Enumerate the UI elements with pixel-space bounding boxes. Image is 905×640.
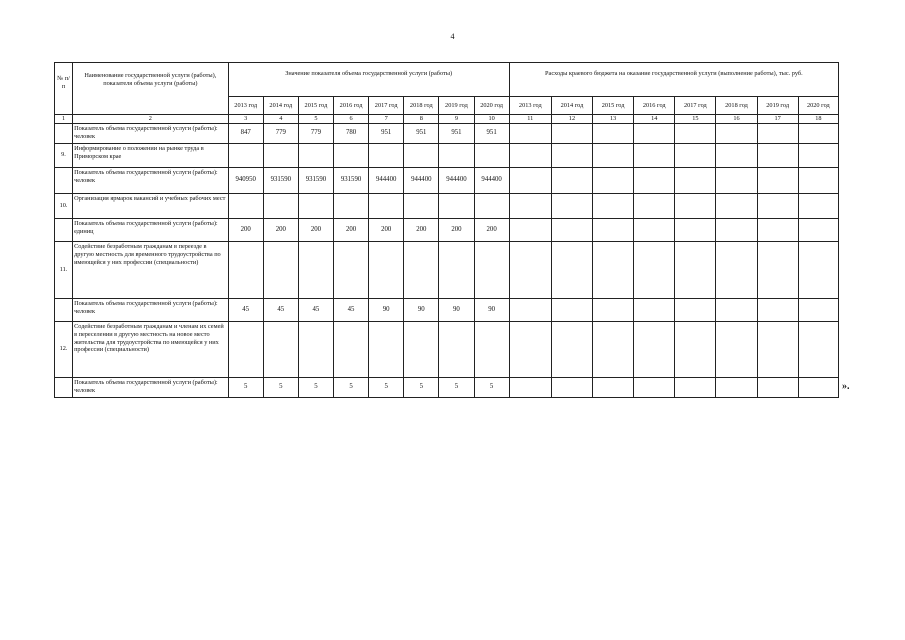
value-cell	[298, 143, 333, 167]
table-row	[55, 298, 839, 321]
value-cell: 200	[439, 218, 474, 241]
page-number: 4	[450, 32, 455, 41]
expense-cell	[509, 377, 551, 397]
value-cell: 931590	[298, 167, 333, 193]
expense-cell	[551, 167, 592, 193]
value-cell	[334, 143, 369, 167]
expense-cell	[757, 321, 798, 377]
value-cell: 90	[474, 298, 509, 321]
value-cell: 5	[334, 377, 369, 397]
expense-cell	[509, 143, 551, 167]
value-cell: 90	[439, 298, 474, 321]
row-number: 11.	[55, 241, 73, 298]
expense-cell	[757, 218, 798, 241]
row-name: Информирование о положении на рынке труда в Приморском крае	[73, 143, 229, 167]
expense-cell	[716, 193, 757, 218]
expense-cell	[551, 321, 592, 377]
column-numbers-row	[55, 115, 839, 124]
column-number: 1	[55, 115, 73, 124]
expense-cell	[593, 167, 634, 193]
column-number: 3	[228, 115, 263, 124]
expense-cell	[634, 377, 675, 397]
expense-cell	[675, 167, 716, 193]
value-cell	[228, 143, 263, 167]
value-cell: 200	[404, 218, 439, 241]
value-cell	[228, 321, 263, 377]
year-header: 2019 год	[757, 97, 798, 115]
expense-cell	[551, 143, 592, 167]
value-cell: 931590	[334, 167, 369, 193]
column-number: 6	[334, 115, 369, 124]
expense-cell	[798, 298, 838, 321]
year-header: 2016 год	[634, 97, 675, 115]
value-cell: 951	[474, 123, 509, 143]
row-name: Показатель объема государственной услуги (работы): человек	[73, 377, 229, 397]
value-cell: 944400	[404, 167, 439, 193]
year-header: 2020 год	[474, 97, 509, 115]
value-cell	[474, 143, 509, 167]
value-cell	[334, 321, 369, 377]
value-cell	[474, 193, 509, 218]
expense-cell	[798, 193, 838, 218]
column-number: 7	[369, 115, 404, 124]
expense-cell	[634, 193, 675, 218]
row-name: Организация ярмарок вакансий и учебных рабочих мест	[73, 193, 229, 218]
expense-cell	[798, 241, 838, 298]
value-cell	[298, 193, 333, 218]
table-row	[55, 123, 839, 143]
closing-quote-mark: ».	[842, 381, 850, 392]
value-cell: 779	[298, 123, 333, 143]
value-cell: 90	[369, 298, 404, 321]
expense-cell	[675, 321, 716, 377]
expense-cell	[716, 241, 757, 298]
value-cell: 951	[404, 123, 439, 143]
value-cell: 45	[263, 298, 298, 321]
col-header-name: Наименование государственной услуги (работы), показателя объема услуги (работы)	[73, 63, 229, 115]
value-cell: 90	[404, 298, 439, 321]
value-cell	[474, 241, 509, 298]
row-name: Показатель объема государственной услуги (работы): человек	[73, 167, 229, 193]
column-number: 2	[73, 115, 229, 124]
year-header: 2015 год	[593, 97, 634, 115]
row-name: Показатель объема государственной услуги (работы): человек	[73, 298, 229, 321]
expense-cell	[509, 241, 551, 298]
expense-cell	[798, 218, 838, 241]
expense-cell	[757, 298, 798, 321]
expense-cell	[509, 218, 551, 241]
expense-cell	[675, 241, 716, 298]
year-header: 2013 год	[509, 97, 551, 115]
table-row	[55, 167, 839, 193]
value-cell: 779	[263, 123, 298, 143]
value-cell: 940950	[228, 167, 263, 193]
expense-cell	[716, 167, 757, 193]
expense-cell	[634, 241, 675, 298]
row-name: Содействие безработным гражданам в переезде в другую местность для временного трудоустройства по имеющейся у них профессии (специальности)	[73, 241, 229, 298]
value-cell	[334, 241, 369, 298]
value-cell	[263, 143, 298, 167]
expense-cell	[509, 167, 551, 193]
column-number: 12	[551, 115, 592, 124]
table-row	[55, 241, 839, 298]
expense-cell	[716, 377, 757, 397]
expense-cell	[634, 218, 675, 241]
value-cell	[228, 241, 263, 298]
table-row	[55, 218, 839, 241]
column-number: 18	[798, 115, 838, 124]
value-cell: 200	[369, 218, 404, 241]
value-cell: 45	[298, 298, 333, 321]
expense-cell	[798, 377, 838, 397]
expense-cell	[798, 167, 838, 193]
column-number: 13	[593, 115, 634, 124]
expense-cell	[593, 123, 634, 143]
expense-cell	[675, 123, 716, 143]
column-number: 5	[298, 115, 333, 124]
value-cell: 847	[228, 123, 263, 143]
value-cell	[334, 193, 369, 218]
value-cell	[263, 193, 298, 218]
value-cell: 951	[369, 123, 404, 143]
table-row	[55, 143, 839, 167]
row-name: Показатель объема государственной услуги (работы): человек	[73, 123, 229, 143]
expense-cell	[757, 377, 798, 397]
column-number: 9	[439, 115, 474, 124]
value-cell	[228, 193, 263, 218]
expense-cell	[593, 143, 634, 167]
column-number: 11	[509, 115, 551, 124]
row-number: 12.	[55, 321, 73, 377]
expense-cell	[551, 298, 592, 321]
expense-cell	[509, 193, 551, 218]
year-header: 2014 год	[551, 97, 592, 115]
expense-cell	[593, 321, 634, 377]
expense-cell	[634, 123, 675, 143]
expense-cell	[551, 123, 592, 143]
table-row	[55, 321, 839, 377]
col-header-number: № п/п	[55, 63, 73, 115]
header-row-groups	[55, 63, 839, 97]
value-cell: 45	[334, 298, 369, 321]
expense-cell	[716, 218, 757, 241]
table-row	[55, 377, 839, 397]
year-header: 2018 год	[716, 97, 757, 115]
value-cell: 45	[228, 298, 263, 321]
expense-cell	[798, 123, 838, 143]
expense-cell	[551, 193, 592, 218]
value-cell: 780	[334, 123, 369, 143]
value-cell: 944400	[474, 167, 509, 193]
col-group-values: Значение показателя объема государственной услуги (работы)	[228, 63, 509, 97]
column-number: 10	[474, 115, 509, 124]
value-cell	[404, 143, 439, 167]
expense-cell	[634, 298, 675, 321]
value-cell	[369, 241, 404, 298]
column-number: 14	[634, 115, 675, 124]
year-header: 2020 год	[798, 97, 838, 115]
expense-cell	[551, 241, 592, 298]
value-cell	[369, 143, 404, 167]
year-header: 2014 год	[263, 97, 298, 115]
expense-cell	[634, 321, 675, 377]
expense-cell	[593, 218, 634, 241]
year-header: 2017 год	[675, 97, 716, 115]
expense-cell	[551, 377, 592, 397]
column-number: 4	[263, 115, 298, 124]
year-header: 2013 год	[228, 97, 263, 115]
value-cell: 931590	[263, 167, 298, 193]
expense-cell	[593, 193, 634, 218]
table-row	[55, 193, 839, 218]
expense-cell	[716, 321, 757, 377]
column-number: 8	[404, 115, 439, 124]
value-cell	[369, 321, 404, 377]
value-cell	[369, 193, 404, 218]
value-cell: 944400	[369, 167, 404, 193]
value-cell: 5	[228, 377, 263, 397]
expense-cell	[593, 241, 634, 298]
expense-cell	[509, 298, 551, 321]
value-cell	[298, 321, 333, 377]
expense-cell	[509, 123, 551, 143]
table-body	[55, 123, 839, 397]
value-cell: 200	[474, 218, 509, 241]
expense-cell	[757, 241, 798, 298]
row-number: 10.	[55, 193, 73, 218]
row-number	[55, 218, 73, 241]
col-group-expenses: Расходы краевого бюджета на оказание государственной услуги (выполнение работы), тыс. руб.	[509, 63, 838, 97]
row-name: Показатель объема государственной услуги (работы): единиц	[73, 218, 229, 241]
year-header: 2015 год	[298, 97, 333, 115]
year-header: 2018 год	[404, 97, 439, 115]
expense-cell	[716, 123, 757, 143]
expense-cell	[675, 377, 716, 397]
value-cell: 200	[298, 218, 333, 241]
value-cell	[474, 321, 509, 377]
row-number	[55, 377, 73, 397]
row-number	[55, 298, 73, 321]
year-header: 2016 год	[334, 97, 369, 115]
expense-cell	[634, 167, 675, 193]
column-number: 16	[716, 115, 757, 124]
value-cell	[298, 241, 333, 298]
value-cell: 200	[334, 218, 369, 241]
year-header: 2019 год	[439, 97, 474, 115]
value-cell	[439, 241, 474, 298]
value-cell: 5	[369, 377, 404, 397]
value-cell: 200	[263, 218, 298, 241]
expense-cell	[798, 143, 838, 167]
expense-cell	[757, 193, 798, 218]
column-number: 17	[757, 115, 798, 124]
expense-cell	[593, 377, 634, 397]
column-number: 15	[675, 115, 716, 124]
value-cell	[263, 321, 298, 377]
value-cell	[404, 241, 439, 298]
value-cell: 5	[439, 377, 474, 397]
value-cell	[404, 193, 439, 218]
value-cell	[263, 241, 298, 298]
expense-cell	[593, 298, 634, 321]
expense-cell	[716, 143, 757, 167]
value-cell	[439, 143, 474, 167]
expense-cell	[675, 193, 716, 218]
expense-cell	[675, 218, 716, 241]
value-cell: 5	[404, 377, 439, 397]
expense-cell	[634, 143, 675, 167]
value-cell: 951	[439, 123, 474, 143]
value-cell: 944400	[439, 167, 474, 193]
expense-cell	[798, 321, 838, 377]
row-name: Содействие безработным гражданам и членам их семей в переселении в другую местность на новое место жительства для трудоустройства по имеющейся у них профессии (специальности)	[73, 321, 229, 377]
value-cell	[404, 321, 439, 377]
expense-cell	[509, 321, 551, 377]
expense-cell	[716, 298, 757, 321]
row-number	[55, 167, 73, 193]
value-cell	[439, 321, 474, 377]
expense-cell	[675, 298, 716, 321]
row-number: 9.	[55, 143, 73, 167]
value-cell: 5	[298, 377, 333, 397]
expense-cell	[757, 143, 798, 167]
value-cell	[439, 193, 474, 218]
expense-cell	[675, 143, 716, 167]
services-table	[54, 62, 839, 398]
row-number	[55, 123, 73, 143]
expense-cell	[757, 167, 798, 193]
expense-cell	[757, 123, 798, 143]
value-cell: 200	[228, 218, 263, 241]
year-header: 2017 год	[369, 97, 404, 115]
value-cell: 5	[474, 377, 509, 397]
expense-cell	[551, 218, 592, 241]
value-cell: 5	[263, 377, 298, 397]
